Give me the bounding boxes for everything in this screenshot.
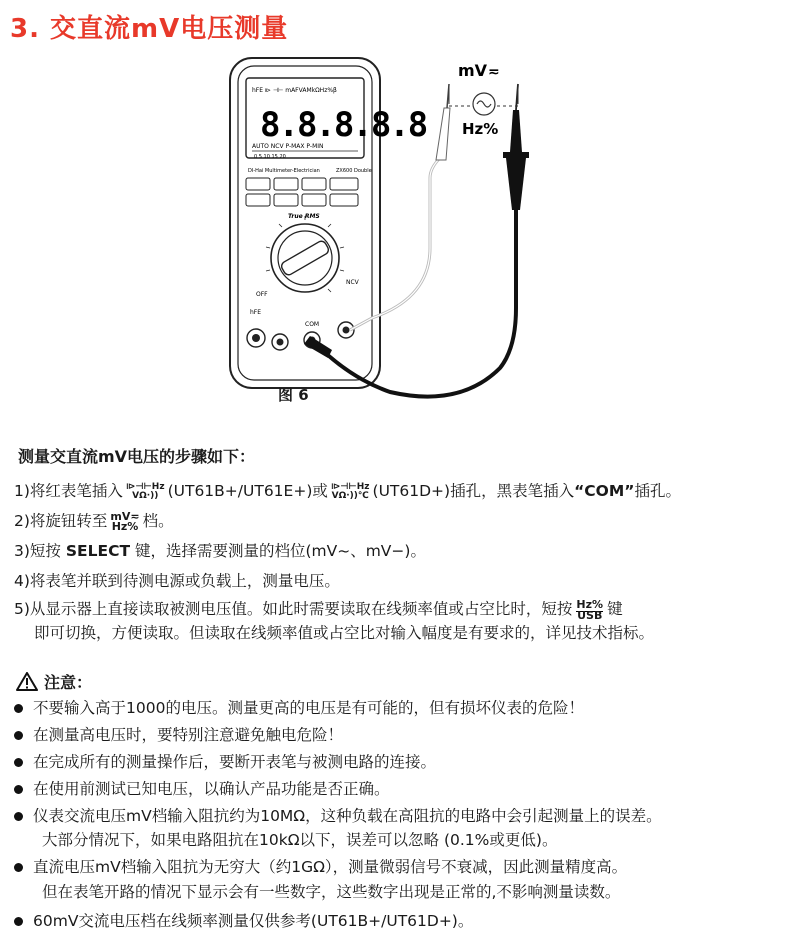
step-2: 2)将旋钮转至 mV≂ Hz% 档。 (14, 509, 174, 533)
notice-item: 仪表交流电压mV档输入阻抗约为10MΩ，这种负载在高阻抗的电路中会引起测量上的误差。 (14, 805, 662, 827)
warning-icon (16, 672, 38, 691)
lcd-scale: 0 5 10 15 20 (254, 154, 286, 160)
notice-item: 在使用前测试已知电压，以确认产品功能是否正确。 (14, 778, 390, 800)
notice-continuation: 大部分情况下，如果电路阻抗在10kΩ以下，误差可以忽略 (0.1%或更低)。 (42, 831, 558, 849)
lcd-top-row: hFE ⧐ ⊣⊢ mAFVAMkΩHz%β (252, 87, 337, 94)
multimeter-figure (200, 48, 600, 408)
meter-button[interactable] (330, 194, 358, 206)
red-probe (436, 108, 450, 160)
hz-label: Hz% (462, 120, 499, 138)
notice-item: 直流电压mV档输入阻抗为无穷大（约1GΩ），测量微弱信号不衰减，因此测量精度高。 (14, 856, 627, 878)
hz-usb-key-icon: Hz% USB (576, 597, 604, 622)
notice-continuation: 但在表笔开路的情况下显示会有一些数字，这些数字出现是正常的,不影响测量读数。 (42, 883, 621, 901)
com-label: COM (305, 321, 320, 328)
jack-symbol-icon: ⧐⊣⊢Hz VΩ·))℃ (330, 481, 370, 501)
figure-caption: 图 6 (278, 386, 309, 404)
meter-button[interactable] (246, 178, 270, 190)
meter-button[interactable] (274, 194, 298, 206)
meter-button[interactable] (302, 178, 326, 190)
notice-item: 在测量高电压时，要特别注意避免触电危险！ (14, 724, 343, 746)
true-rms-label: True RMS (288, 213, 320, 220)
step-4: 4)将表笔并联到待测电源或负载上，测量电压。 (14, 572, 340, 590)
meter-button[interactable] (302, 194, 326, 206)
black-probe (506, 158, 526, 210)
dial-position-icon: mV≂ Hz% (110, 509, 140, 533)
notice-item: 在完成所有的测量操作后，要断开表笔与被测电路的连接。 (14, 751, 436, 773)
lcd-digits: 8.8.8.8.8 (260, 105, 427, 145)
meter-button[interactable] (246, 194, 270, 206)
ncv-label: NCV (346, 279, 359, 286)
notice-heading: 注意： (16, 670, 92, 693)
section-title: 3. 交直流mV电压测量 (10, 14, 289, 44)
model-label: ZX600 Double (336, 168, 372, 174)
meter-button[interactable] (330, 178, 358, 190)
notice-item: 60mV交流电压档在线频率测量仅供参考(UT61B+/UT61D+)。 (14, 910, 473, 932)
lcd-bottom-row: AUTO NCV P-MAX P-MIN (252, 143, 324, 150)
step-5-continuation: 即可切换，方便读取。但读取在线频率值或占空比对输入幅度是有要求的，详见技术指标。 (34, 624, 655, 642)
notice-item: 不要输入高于1000的电压。测量更高的电压是有可能的，但有损坏仪表的危险！ (14, 697, 584, 719)
hfe-label: hFE (250, 309, 262, 316)
meter-button[interactable] (274, 178, 298, 190)
mv-label: mV (458, 61, 488, 80)
step-5: 5)从显示器上直接读取被测电压值。如此时需要读取在线频率值或占空比时，短按 Hz% USB 键 (14, 597, 623, 622)
step-1: 1)将红表笔插入 ⧐⊣⊢Hz VΩ·)) (UT61B+/UT61E+)或 ⧐⊣⊢Hz VΩ·))℃ (UT61D+)插孔，黑表笔插入“COM”插孔。 (14, 481, 681, 501)
steps-heading: 测量交直流mV电压的步骤如下： (18, 447, 256, 466)
ac-dc-symbol: ≂ (488, 64, 500, 80)
brand-label: DI-Hai Multimeter-Electrician (248, 168, 320, 174)
jack-symbol-icon: ⧐⊣⊢Hz VΩ·)) (125, 481, 165, 501)
off-label: OFF (256, 291, 268, 298)
step-3: 3)短按 SELECT 键，选择需要测量的档位(mV~、mV−)。 (14, 542, 426, 560)
